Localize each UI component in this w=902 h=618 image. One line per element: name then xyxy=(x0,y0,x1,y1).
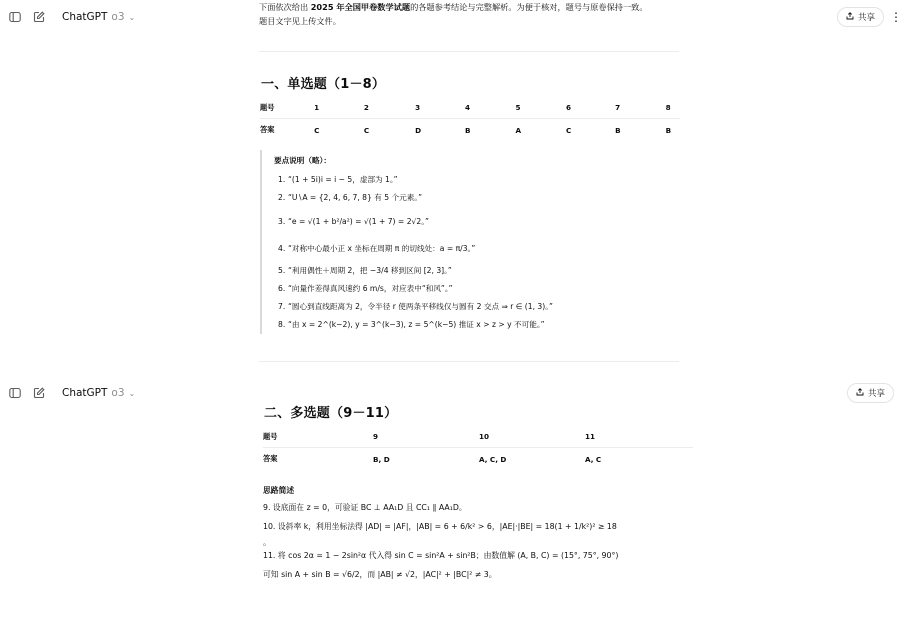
row-label: 答案 xyxy=(260,125,275,134)
intro-line-2: 题目文字见上传文件。 xyxy=(259,16,341,26)
list-number: 8. xyxy=(278,319,286,329)
intro-bold: 2025 年全国甲卷数学试题 xyxy=(310,2,411,12)
section-title: 一、单选题（1－8） xyxy=(261,77,386,92)
list-text: “U∖A = {2, 4, 6, 7, 8} 有 5 个元素。” xyxy=(288,193,423,202)
reason-line: 可知 sin A + sin B = √6/2，而 |AB| ≠ √2，|AC|² + |BC|² ≠ 3。 xyxy=(263,570,497,579)
table-cell: 9 xyxy=(373,432,379,441)
chevron-down-icon: ⌄ xyxy=(128,389,136,398)
table-cell: 4 xyxy=(464,103,470,112)
share-button[interactable] xyxy=(837,7,884,27)
share-label: 共享 xyxy=(857,13,875,23)
new-chat-icon[interactable] xyxy=(32,10,46,24)
reasoning-section xyxy=(263,482,693,586)
model-version: o3 xyxy=(111,387,125,399)
sidebar-toggle-icon[interactable] xyxy=(8,386,22,400)
table-cell: A xyxy=(515,125,522,135)
list-item xyxy=(274,315,680,333)
more-options-icon[interactable]: ⋮ xyxy=(890,10,902,24)
table-cell: 2 xyxy=(363,103,369,112)
model-name: ChatGPT xyxy=(62,11,108,23)
section-title: 二、多选题（9－11） xyxy=(264,406,398,421)
table-cell: D xyxy=(415,125,422,135)
table-cell: C xyxy=(314,125,320,135)
intro-suffix: 的各题参考结论与完整解析。为便于核对，题号与原卷保持一致。 xyxy=(410,2,648,12)
list-text: “e = √(1 + b²/a²) = √(1 + 7) = 2√2。” xyxy=(288,217,429,226)
table-cell: C xyxy=(363,125,370,135)
reason-line: 。 xyxy=(263,538,271,547)
table-cell: B xyxy=(615,125,621,135)
table-cell: 11 xyxy=(585,432,596,441)
new-chat-icon[interactable] xyxy=(32,386,46,400)
list-number: 7. xyxy=(278,301,286,311)
intro-prefix: 下面依次给出 xyxy=(259,2,311,12)
list-text: “向量作差得真风速约 6 m/s，对应表中“和风”。” xyxy=(288,284,453,293)
list-number: 2. xyxy=(278,193,286,202)
share-button[interactable] xyxy=(847,383,894,403)
table-cell: C xyxy=(565,125,572,135)
list-text: “利用偶性＋周期 2，把 −3/4 移到区间 [2, 3]。” xyxy=(288,265,452,275)
share-icon xyxy=(856,388,864,399)
table-row xyxy=(260,119,680,141)
table-cell: 8 xyxy=(665,103,671,112)
list-item xyxy=(274,280,680,297)
list-text: “对称中心最小正 x 坐标在周期 π 的切线处：a = π/3。” xyxy=(288,243,476,253)
table-cell: A, C xyxy=(585,454,602,464)
divider xyxy=(259,361,679,362)
list-item xyxy=(274,207,680,236)
table-cell: 1 xyxy=(314,103,320,112)
intro-text xyxy=(259,0,689,28)
table-cell: 6 xyxy=(565,103,571,112)
top-bar-left xyxy=(8,386,135,400)
top-bar xyxy=(0,376,900,410)
notes-blockquote xyxy=(260,150,680,334)
model-version: o3 xyxy=(111,11,125,23)
notes-title: 要点说明（略）： xyxy=(274,156,331,165)
list-number: 5. xyxy=(278,265,286,275)
row-label: 题号 xyxy=(263,431,278,441)
reasoning-title: 思路简述 xyxy=(263,486,295,495)
list-item xyxy=(274,297,680,315)
list-number: 1. xyxy=(278,174,286,184)
list-text: “圆心到直线距离为 2，令半径 r 使两条平移线仅与圆有 2 交点 ⇒ r ∈ (1, 3)。” xyxy=(288,301,553,311)
table-cell: 10 xyxy=(479,432,490,441)
list-number: 6. xyxy=(278,284,286,293)
table-cell: A, C, D xyxy=(479,454,507,464)
table-cell: 5 xyxy=(515,103,521,112)
chevron-down-icon: ⌄ xyxy=(128,13,136,22)
table-cell: B xyxy=(665,125,672,135)
model-selector[interactable] xyxy=(62,387,135,399)
reason-line: 11. 将 cos 2α = 1 − 2sin²α 代入得 sin C = sin²A + sin²B；由数值解 (A, B, C) = (15°, 75°, 90°) xyxy=(263,551,619,560)
reason-line: 9. 设底面在 z = 0，可验证 BC ⊥ AA₁D 且 CC₁ ∥ AA₁D。 xyxy=(263,503,467,512)
list-text: “(1 + 5i)i = i − 5，虚部为 1。” xyxy=(288,174,398,184)
list-item xyxy=(274,170,680,188)
table-cell: B, D xyxy=(373,454,390,464)
model-selector[interactable] xyxy=(62,11,135,23)
list-item xyxy=(274,236,680,260)
list-number: 4. xyxy=(278,243,286,253)
table-cell: 3 xyxy=(415,103,421,112)
reason-line: 10. 设斜率 k，利用坐标法得 |AD| = |AF|，|AB| = 6 + 6/k² > 6，|AE|·|BE| = 18(1 + 1/k²)² ≥ 18 xyxy=(263,522,617,531)
table-row xyxy=(263,448,693,470)
answer-table-single xyxy=(260,97,680,141)
list-item xyxy=(274,260,680,280)
table-cell: 7 xyxy=(615,103,621,112)
row-label: 题号 xyxy=(260,102,275,112)
share-icon xyxy=(846,12,854,23)
model-name: ChatGPT xyxy=(62,387,108,399)
divider xyxy=(259,51,679,52)
sidebar-toggle-icon[interactable] xyxy=(8,10,22,24)
intro-line-1 xyxy=(259,0,689,14)
list-text: “由 x = 2^(k−2), y = 3^(k−3), z = 5^(k−5) 推证 x > z > y 不可能。” xyxy=(288,319,545,329)
top-bar-left xyxy=(8,10,135,24)
table-cell: B xyxy=(464,125,471,135)
table-header-row xyxy=(263,426,693,448)
list-number: 3. xyxy=(278,217,286,226)
answer-table-multi xyxy=(263,426,693,470)
list-item xyxy=(274,188,680,207)
table-header-row xyxy=(260,97,680,119)
share-label: 共享 xyxy=(867,389,885,399)
row-label: 答案 xyxy=(263,454,278,463)
